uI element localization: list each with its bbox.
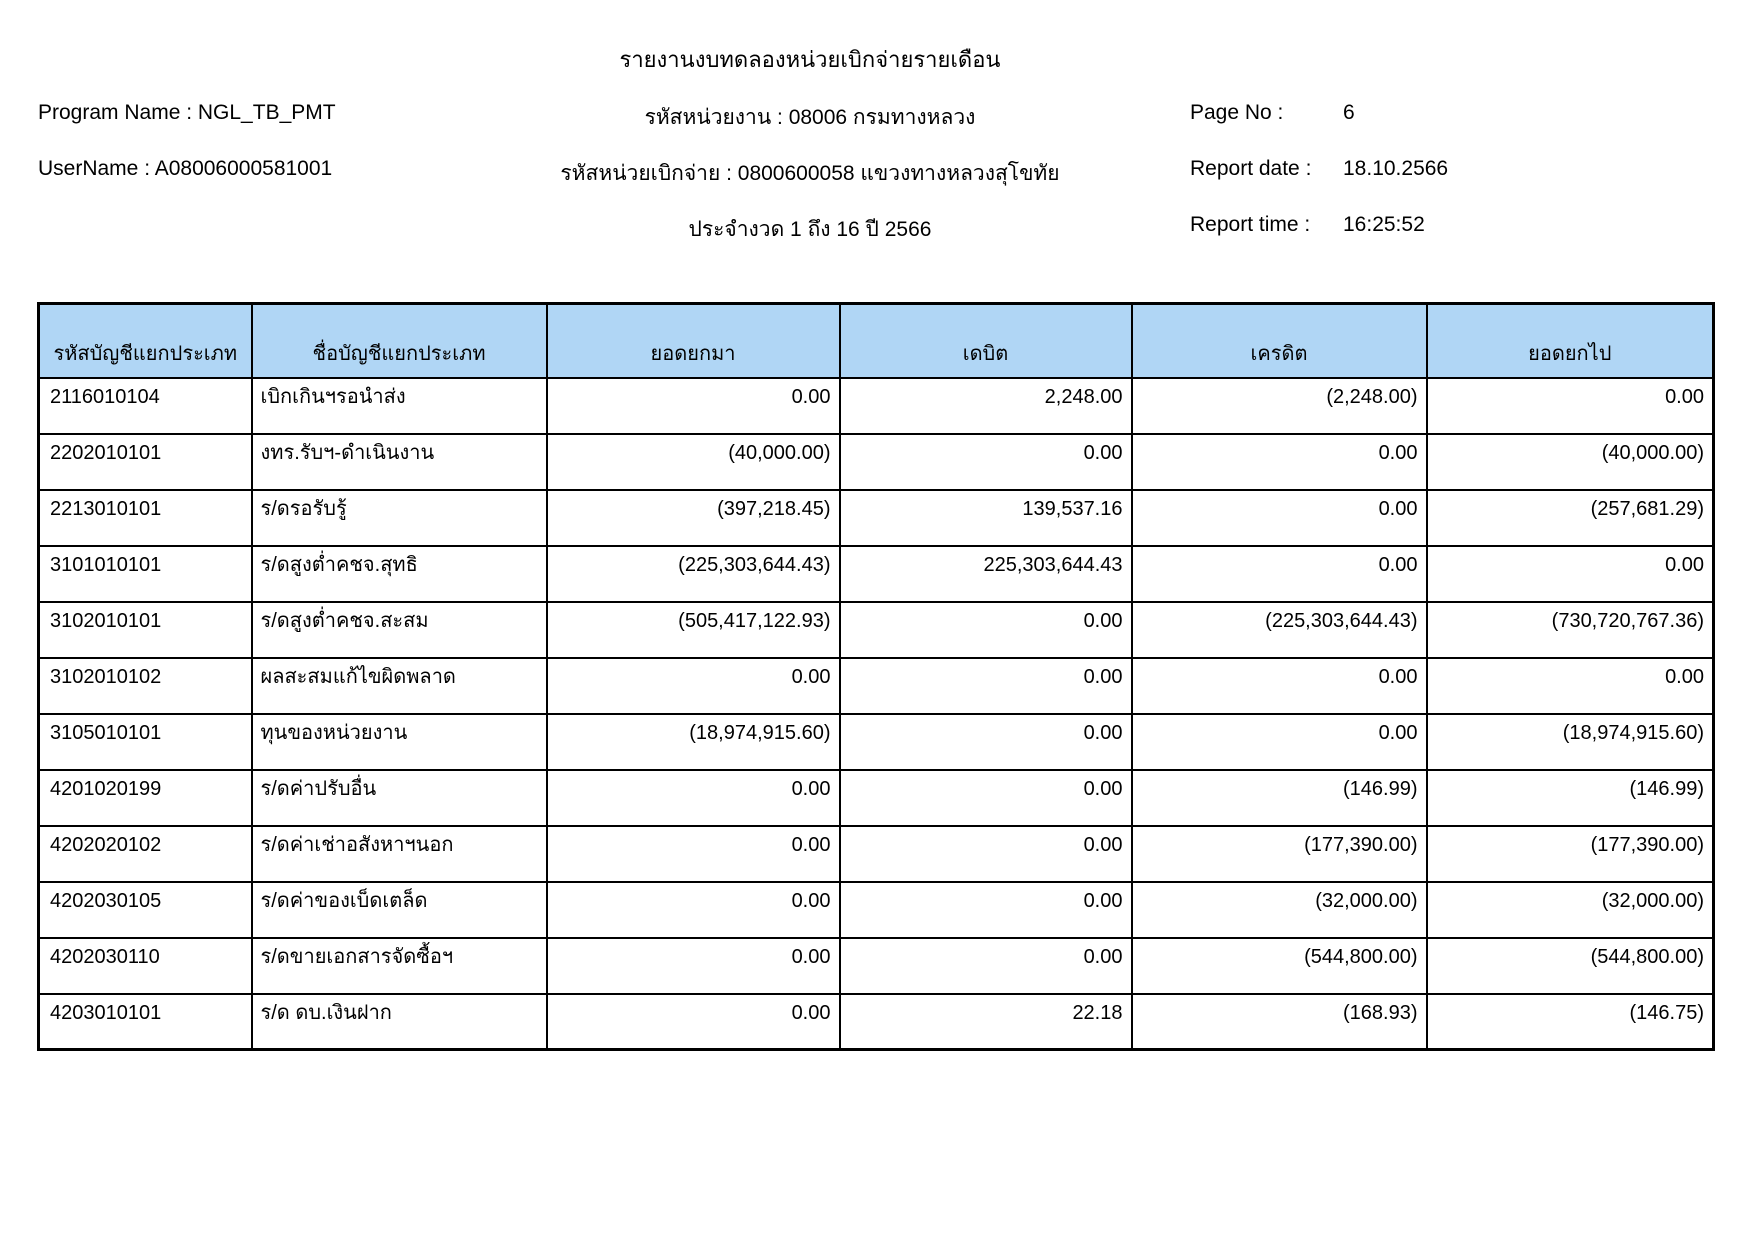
- table-row: [39, 490, 1714, 546]
- column-header-credit: เครดิต: [1132, 304, 1427, 378]
- account-code-cell: 3101010101: [39, 546, 252, 602]
- account-code-cell: 4201020199: [39, 770, 252, 826]
- amount-cell: (32,000.00): [1427, 882, 1714, 938]
- amount-cell: 225,303,644.43: [840, 546, 1132, 602]
- amount-cell: 0.00: [840, 770, 1132, 826]
- amount-cell: 0.00: [1132, 714, 1427, 770]
- amount-cell: (177,390.00): [1132, 826, 1427, 882]
- disbursement-unit-line: รหัสหน่วยเบิกจ่าย : 0800600058 แขวงทางหลวงสุโขทัย: [560, 162, 1060, 185]
- amount-cell: 0.00: [840, 938, 1132, 994]
- table-row: [39, 602, 1714, 658]
- amount-cell: (146.75): [1427, 994, 1714, 1050]
- amount-cell: 0.00: [1132, 490, 1427, 546]
- table-row: [39, 714, 1714, 770]
- account-name-cell: ร/ดสูงต่ำคชจ.สะสม: [252, 602, 547, 658]
- table-body: [39, 378, 1714, 1050]
- table-row: [39, 994, 1714, 1050]
- account-name-cell: ทุนของหน่วยงาน: [252, 714, 547, 770]
- table-row: [39, 770, 1714, 826]
- account-code-cell: 2213010101: [39, 490, 252, 546]
- page-no-label: Page No :: [1190, 101, 1284, 124]
- amount-cell: 0.00: [547, 938, 840, 994]
- table-row: [39, 378, 1714, 434]
- table-row: [39, 658, 1714, 714]
- amount-cell: (730,720,767.36): [1427, 602, 1714, 658]
- report-time-value: 16:25:52: [1343, 213, 1425, 236]
- table-row: [39, 826, 1714, 882]
- account-code-cell: 4202020102: [39, 826, 252, 882]
- amount-cell: 0.00: [547, 770, 840, 826]
- account-name-cell: ร/ดค่าเช่าอสังหาฯนอก: [252, 826, 547, 882]
- table-row: [39, 882, 1714, 938]
- agency-line: รหัสหน่วยงาน : 08006 กรมทางหลวง: [644, 106, 976, 129]
- report-date-value: 18.10.2566: [1343, 157, 1449, 180]
- amount-cell: 2,248.00: [840, 378, 1132, 434]
- column-header-debit: เดบิต: [840, 304, 1132, 378]
- amount-cell: (2,248.00): [1132, 378, 1427, 434]
- amount-cell: 0.00: [840, 714, 1132, 770]
- account-code-cell: 4202030105: [39, 882, 252, 938]
- amount-cell: 0.00: [547, 826, 840, 882]
- amount-cell: 0.00: [840, 602, 1132, 658]
- report-date-label: Report date :: [1190, 157, 1312, 180]
- amount-cell: (168.93): [1132, 994, 1427, 1050]
- account-name-cell: ร/ดขายเอกสารจัดซื้อฯ: [252, 938, 547, 994]
- account-code-cell: 3102010102: [39, 658, 252, 714]
- amount-cell: 22.18: [840, 994, 1132, 1050]
- amount-cell: (225,303,644.43): [547, 546, 840, 602]
- column-header-balance-brought-forward: ยอดยกมา: [547, 304, 840, 378]
- account-name-cell: ร/ดค่าของเบ็ดเตล็ด: [252, 882, 547, 938]
- column-header-balance-carried-forward: ยอดยกไป: [1427, 304, 1714, 378]
- table-row: [39, 434, 1714, 490]
- program-name-line: Program Name : NGL_TB_PMT: [38, 101, 336, 124]
- table-header-row: [39, 304, 1714, 378]
- column-header-account-code: รหัสบัญชีแยกประเภท: [39, 304, 252, 378]
- amount-cell: 139,537.16: [840, 490, 1132, 546]
- account-name-cell: ร/ดสูงต่ำคชจ.สุทธิ: [252, 546, 547, 602]
- account-name-cell: ร/ด ดบ.เงินฝาก: [252, 994, 547, 1050]
- table-row: [39, 938, 1714, 994]
- amount-cell: 0.00: [547, 378, 840, 434]
- amount-cell: (257,681.29): [1427, 490, 1714, 546]
- amount-cell: 0.00: [840, 882, 1132, 938]
- page-no-value: 6: [1343, 101, 1355, 124]
- account-code-cell: 3105010101: [39, 714, 252, 770]
- period-line: ประจำงวด 1 ถึง 16 ปี 2566: [688, 218, 932, 241]
- amount-cell: 0.00: [1427, 658, 1714, 714]
- amount-cell: (544,800.00): [1132, 938, 1427, 994]
- amount-cell: (40,000.00): [1427, 434, 1714, 490]
- account-name-cell: ร/ดค่าปรับอื่น: [252, 770, 547, 826]
- amount-cell: (40,000.00): [547, 434, 840, 490]
- account-name-cell: ผลสะสมแก้ไขผิดพลาด: [252, 658, 547, 714]
- amount-cell: 0.00: [840, 434, 1132, 490]
- amount-cell: (225,303,644.43): [1132, 602, 1427, 658]
- amount-cell: (146.99): [1427, 770, 1714, 826]
- account-name-cell: ร/ดรอรับรู้: [252, 490, 547, 546]
- amount-cell: (18,974,915.60): [1427, 714, 1714, 770]
- account-code-cell: 4202030110: [39, 938, 252, 994]
- amount-cell: 0.00: [1427, 546, 1714, 602]
- user-name-line: UserName : A08006000581001: [38, 157, 333, 180]
- amount-cell: (397,218.45): [547, 490, 840, 546]
- column-header-account-name: ชื่อบัญชีแยกประเภท: [252, 304, 547, 378]
- report-time-label: Report time :: [1190, 213, 1311, 236]
- amount-cell: 0.00: [547, 882, 840, 938]
- amount-cell: 0.00: [1427, 378, 1714, 434]
- amount-cell: 0.00: [840, 826, 1132, 882]
- account-name-cell: งทร.รับฯ-ดำเนินงาน: [252, 434, 547, 490]
- table-row: [39, 546, 1714, 602]
- trial-balance-table: [37, 302, 1715, 1051]
- amount-cell: 0.00: [547, 994, 840, 1050]
- account-code-cell: 4203010101: [39, 994, 252, 1050]
- amount-cell: 0.00: [1132, 658, 1427, 714]
- account-code-cell: 2116010104: [39, 378, 252, 434]
- amount-cell: (18,974,915.60): [547, 714, 840, 770]
- amount-cell: 0.00: [547, 658, 840, 714]
- account-name-cell: เบิกเกินฯรอนำส่ง: [252, 378, 547, 434]
- amount-cell: (544,800.00): [1427, 938, 1714, 994]
- amount-cell: 0.00: [1132, 546, 1427, 602]
- amount-cell: (505,417,122.93): [547, 602, 840, 658]
- amount-cell: (146.99): [1132, 770, 1427, 826]
- page-title: รายงานงบทดลองหน่วยเบิกจ่ายรายเดือน: [619, 47, 1001, 72]
- amount-cell: (32,000.00): [1132, 882, 1427, 938]
- amount-cell: 0.00: [840, 658, 1132, 714]
- amount-cell: 0.00: [1132, 434, 1427, 490]
- amount-cell: (177,390.00): [1427, 826, 1714, 882]
- account-code-cell: 3102010101: [39, 602, 252, 658]
- account-code-cell: 2202010101: [39, 434, 252, 490]
